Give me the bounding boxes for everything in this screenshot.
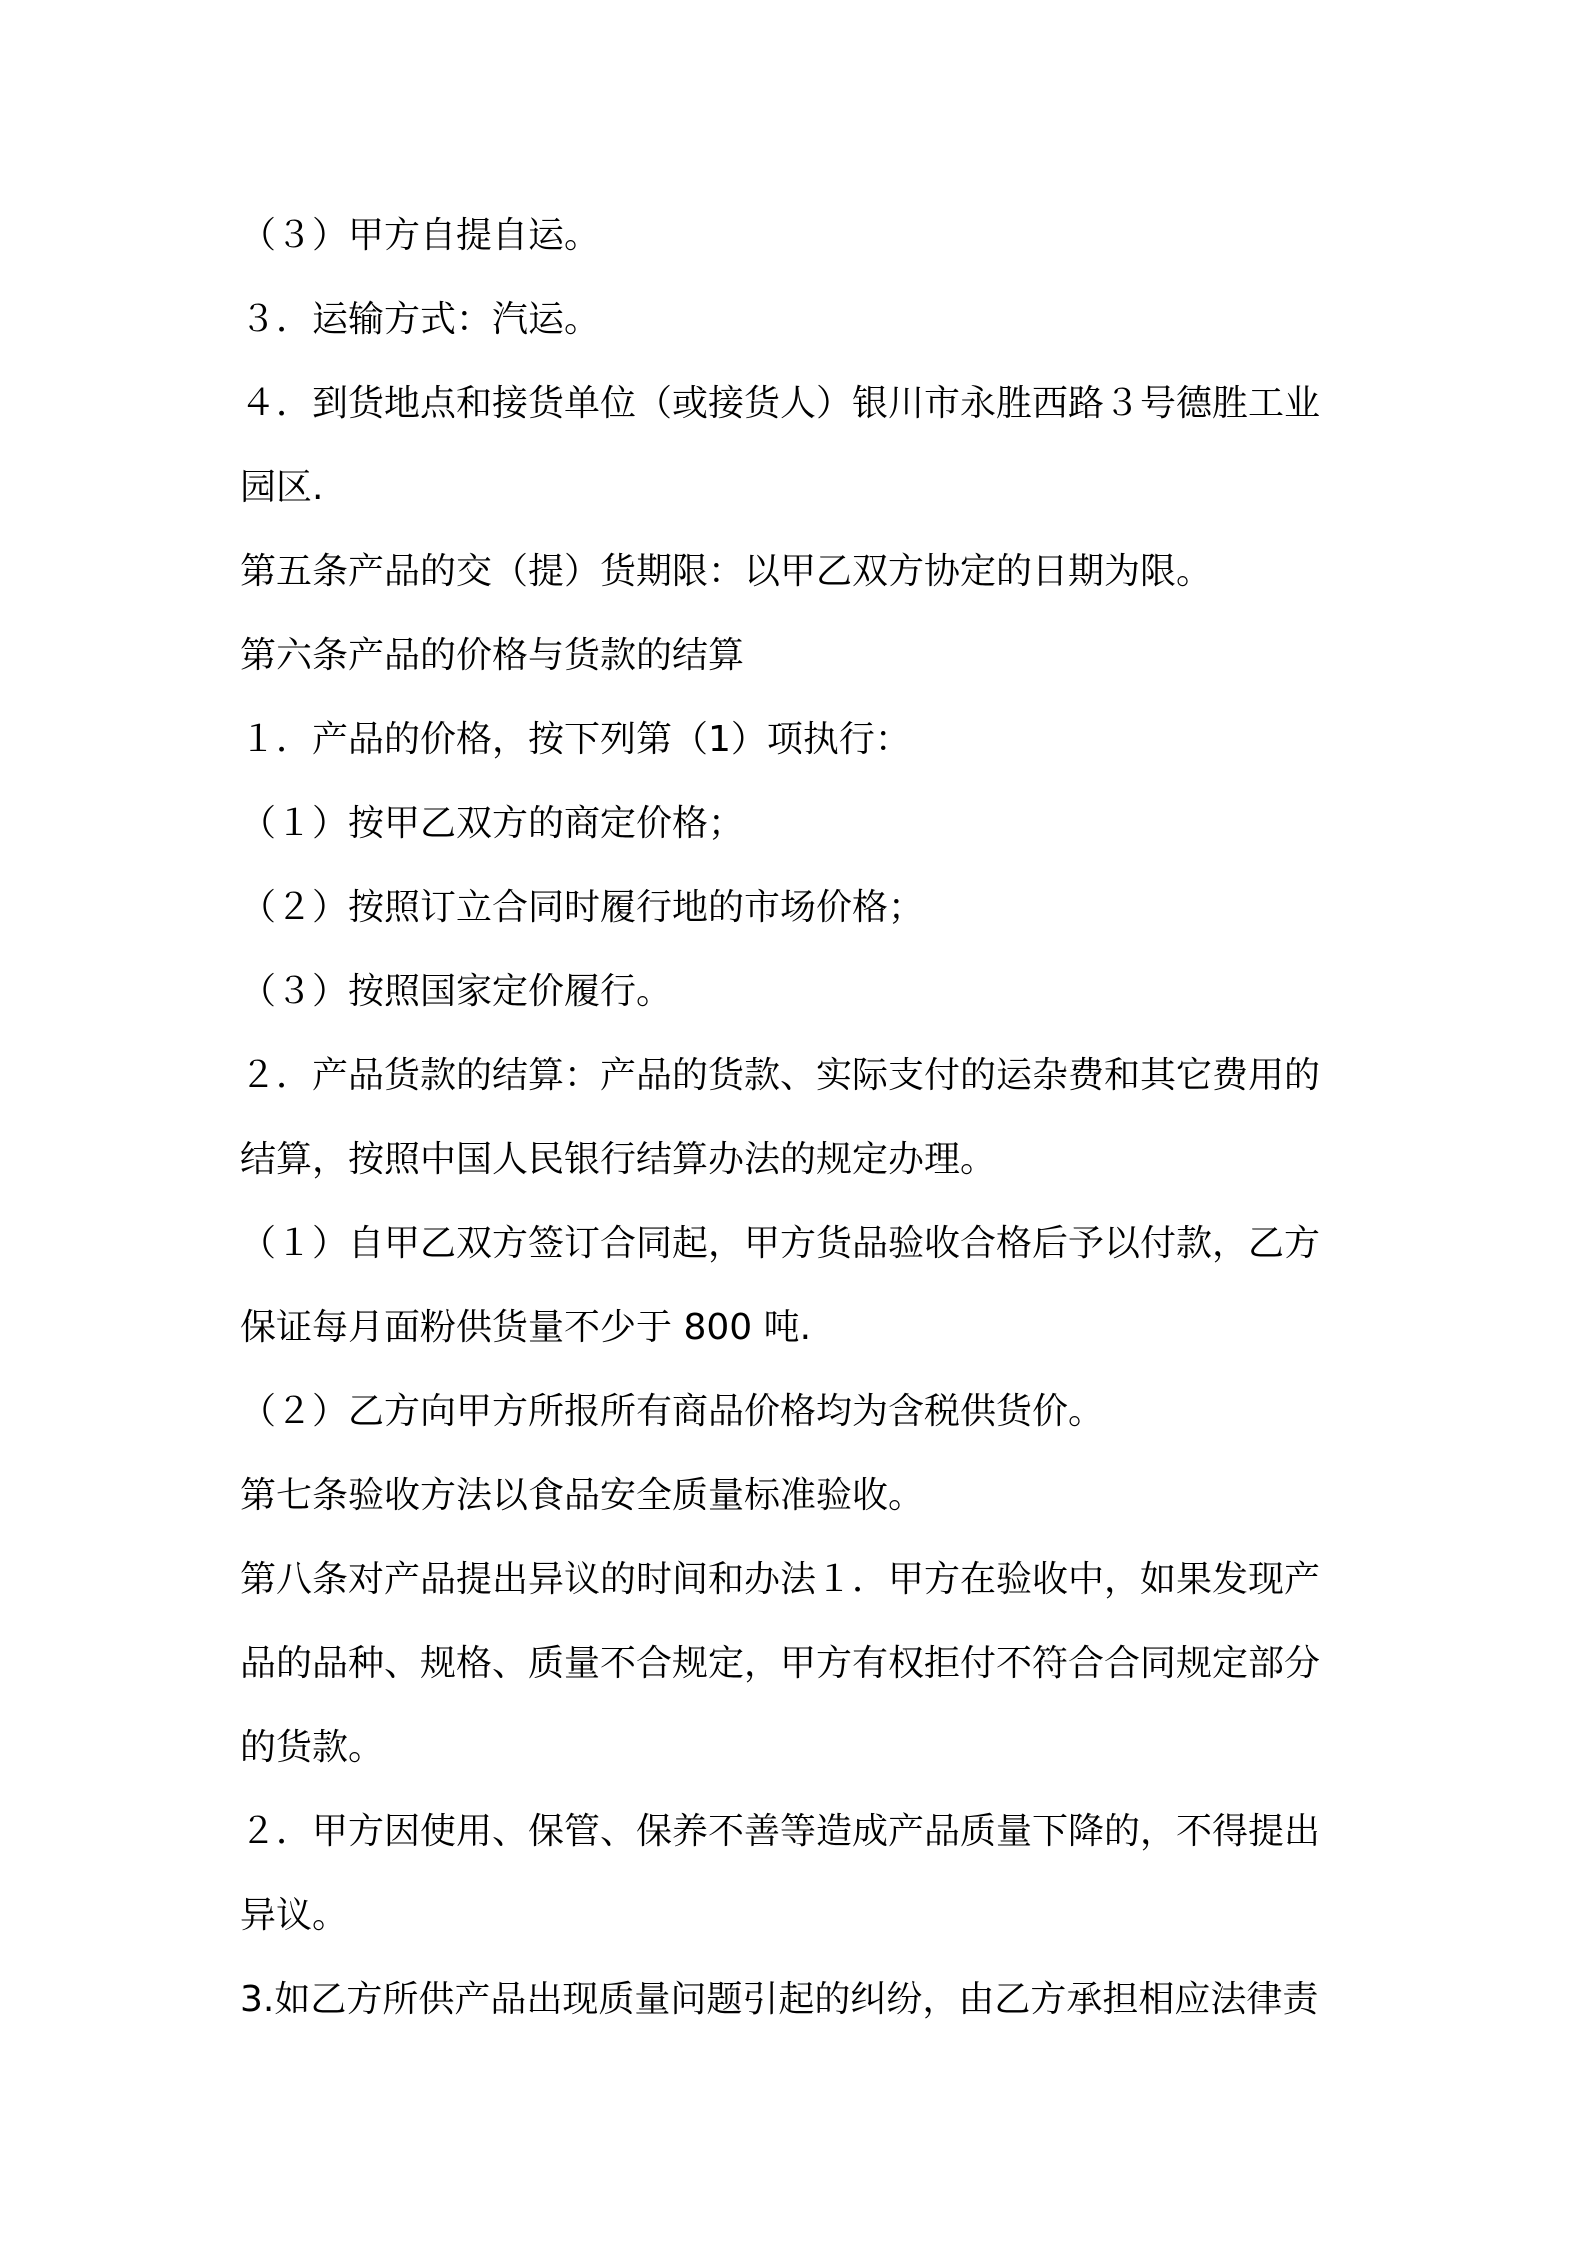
section-heading: 第六条产品的价格与货款的结算	[240, 635, 745, 676]
text-line: ２．甲方因使用、保管、保养不善等造成产品质量下降的，不得提出	[240, 1811, 1321, 1852]
text-line: （３）甲方自提自运。	[240, 215, 601, 256]
text-line: （２）按照订立合同时履行地的市场价格；	[240, 887, 925, 928]
text-line: （１）按甲乙双方的商定价格；	[240, 803, 745, 844]
text-line: 异议。	[240, 1895, 349, 1936]
text-line: 的货款。	[240, 1727, 385, 1768]
text-line: 园区.	[240, 467, 324, 508]
section-heading: 第八条对产品提出异议的时间和办法１．甲方在验收中，如果发现产	[240, 1559, 1321, 1600]
text-line: 3.如乙方所供产品出现质量问题引起的纠纷，由乙方承担相应法律责	[240, 1979, 1319, 2020]
text-line: 保证每月面粉供货量不少于 800 吨.	[240, 1307, 812, 1348]
section-heading: 第五条产品的交（提）货期限：以甲乙双方协定的日期为限。	[240, 551, 1213, 592]
text-line: ３．运输方式：汽运。	[240, 299, 601, 340]
text-line: ４．到货地点和接货单位（或接货人）银川市永胜西路３号德胜工业	[240, 383, 1321, 424]
text-line: （１）自甲乙双方签订合同起，甲方货品验收合格后予以付款，乙方	[240, 1223, 1321, 1264]
section-heading: 第七条验收方法以食品安全质量标准验收。	[240, 1475, 925, 1516]
text-line: 结算，按照中国人民银行结算办法的规定办理。	[240, 1139, 997, 1180]
document-body	[240, 194, 1370, 2042]
text-line: ２．产品货款的结算：产品的货款、实际支付的运杂费和其它费用的	[240, 1055, 1321, 1096]
text-line: 品的品种、规格、质量不合规定，甲方有权拒付不符合合同规定部分	[240, 1643, 1321, 1684]
text-line: （３）按照国家定价履行。	[240, 971, 673, 1012]
text-line: １．产品的价格，按下列第（1）项执行：	[240, 719, 911, 760]
text-line: （２）乙方向甲方所报所有商品价格均为含税供货价。	[240, 1391, 1105, 1432]
